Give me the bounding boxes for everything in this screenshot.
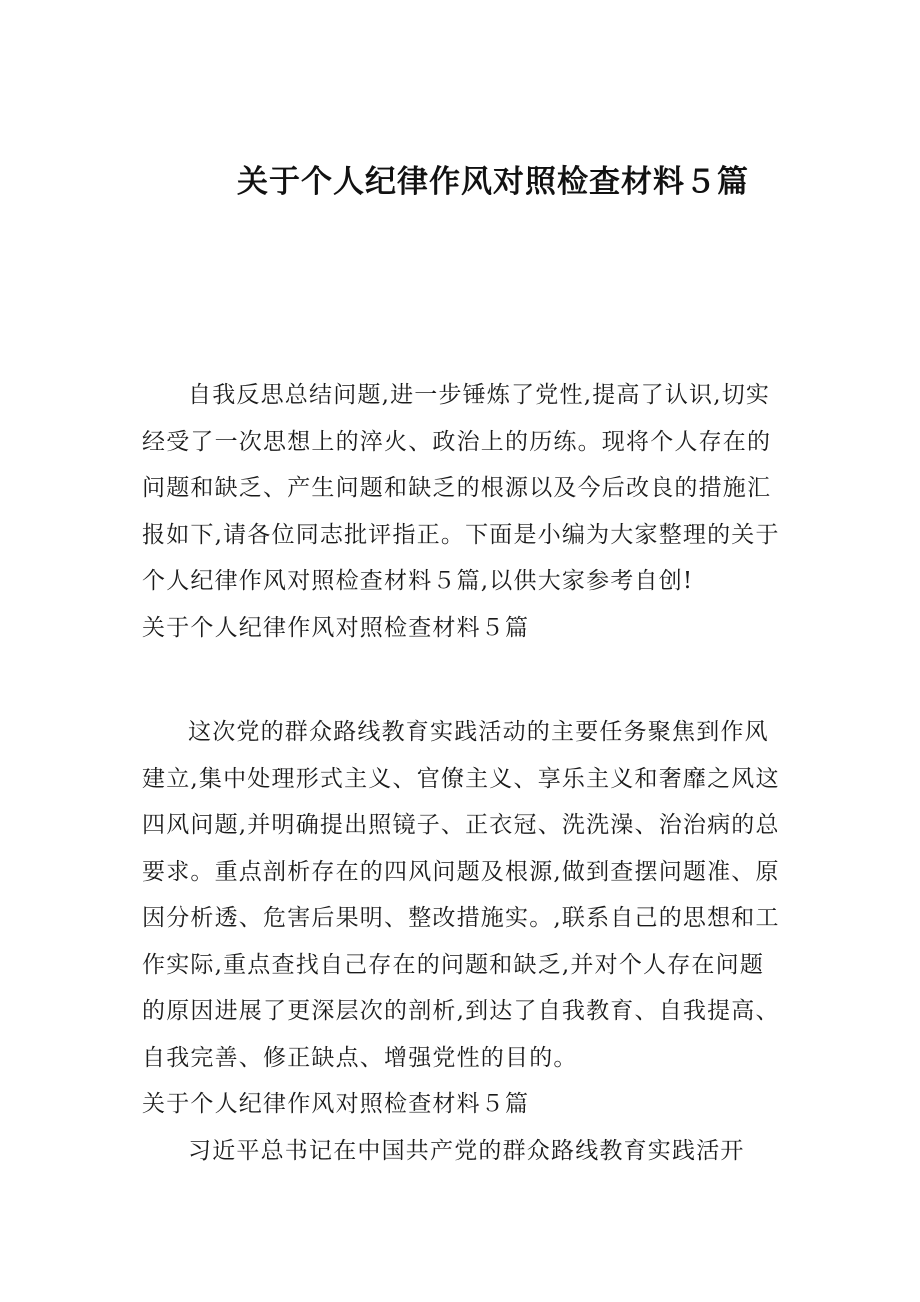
body-paragraph: 这次党的群众路线教育实践活动的主要任务聚焦到作风建立,集中处理形式主义、官僚主义、享乐主义和奢靡之风这四风问题,并明确提出照镜子、正衣冠、洗洗澡、治治病的总要求。重点剖析存在的四风问题及根源,做到查摆问题准、原因分析透、危害后果明、整改措施实。,联系自己的思想和工作实际,重点查找自己存在的问题和缺乏,并对个人存在问题的原因进展了更深层次的剖析,到达了自我教育、自我提高、自我完善、修正缺点、增强党性的目的。 xyxy=(142,719,780,1071)
section-heading: 关于个人纪律作风对照检查材料５篇 xyxy=(142,1091,530,1117)
intro-block xyxy=(142,372,782,651)
section-heading: 关于个人纪律作风对照检查材料５篇 xyxy=(142,614,530,641)
body-block xyxy=(142,709,782,1174)
document-title: 关于个人纪律作风对照检查材料５篇 xyxy=(237,164,749,200)
body-paragraph: 习近平总书记在中国共产党的群众路线教育实践活开 xyxy=(188,1137,745,1164)
intro-paragraph: 自我反思总结问题,进一步锤炼了党性,提高了认识,切实经受了一次思想上的淬火、政治上的历练。现将个人存在的问题和缺乏、产生问题和缺乏的根源以及今后改良的措施汇报如下,请各位同志批评指正。下面是小编为大家整理的关于个人纪律作风对照检查材料５篇,以供大家参考自创! xyxy=(142,382,780,594)
